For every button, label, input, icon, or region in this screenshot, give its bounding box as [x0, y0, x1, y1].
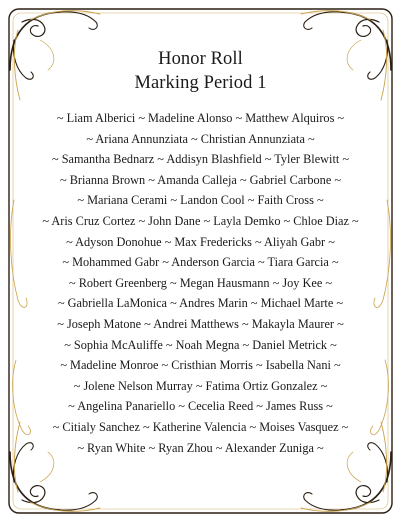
- name-line: ~ Samantha Bednarz ~ Addisyn Blashfield ~ Tyler Blewitt ~: [51, 152, 350, 167]
- name-line: ~ Gabriella LaMonica ~ Andres Marin ~ Michael Marte ~: [57, 296, 344, 311]
- name-line: ~ Citialy Sanchez ~ Katherine Valencia ~ Moises Vasquez ~: [52, 419, 349, 434]
- name-line: ~ Robert Greenberg ~ Megan Hausmann ~ Joy Kee ~: [68, 275, 333, 290]
- honor-roll-content: [20, 48, 381, 458]
- name-line: ~ Joseph Matone ~ Andrei Matthews ~ Makayla Maurer ~: [57, 316, 344, 331]
- name-line: ~ Ryan White ~ Ryan Zhou ~ Alexander Zuniga ~: [77, 440, 324, 455]
- name-line: ~ Jolene Nelson Murray ~ Fatima Ortiz Gonzalez ~: [73, 378, 328, 393]
- name-line: ~ Madeline Monroe ~ Cristhian Morris ~ Isabella Nani ~: [60, 358, 341, 373]
- name-line: ~ Adyson Donohue ~ Max Fredericks ~ Aliyah Gabr ~: [66, 234, 335, 249]
- name-line: ~ Liam Alberici ~ Madeline Alonso ~ Matthew Alquiros ~: [56, 111, 345, 125]
- page-subtitle: Marking Period 1: [134, 73, 267, 93]
- page-title: Honor Roll: [158, 49, 243, 69]
- honor-roll-names: [20, 108, 381, 458]
- name-line: ~ Aris Cruz Cortez ~ John Dane ~ Layla Demko ~ Chloe Diaz ~: [42, 213, 359, 228]
- name-line: ~ Brianna Brown ~ Amanda Calleja ~ Gabriel Carbone ~: [59, 172, 341, 187]
- name-line: ~ Mariana Cerami ~ Landon Cool ~ Faith Cross ~: [77, 193, 324, 208]
- name-line: ~ Sophia McAuliffe ~ Noah Megna ~ Daniel Metrick ~: [64, 337, 337, 352]
- name-line: ~ Mohammed Gabr ~ Anderson Garcia ~ Tiara Garcia ~: [62, 255, 339, 270]
- name-line: ~ Angelina Panariello ~ Cecelia Reed ~ James Russ ~: [68, 399, 333, 414]
- name-line: ~ Ariana Annunziata ~ Christian Annunziata ~: [86, 131, 315, 146]
